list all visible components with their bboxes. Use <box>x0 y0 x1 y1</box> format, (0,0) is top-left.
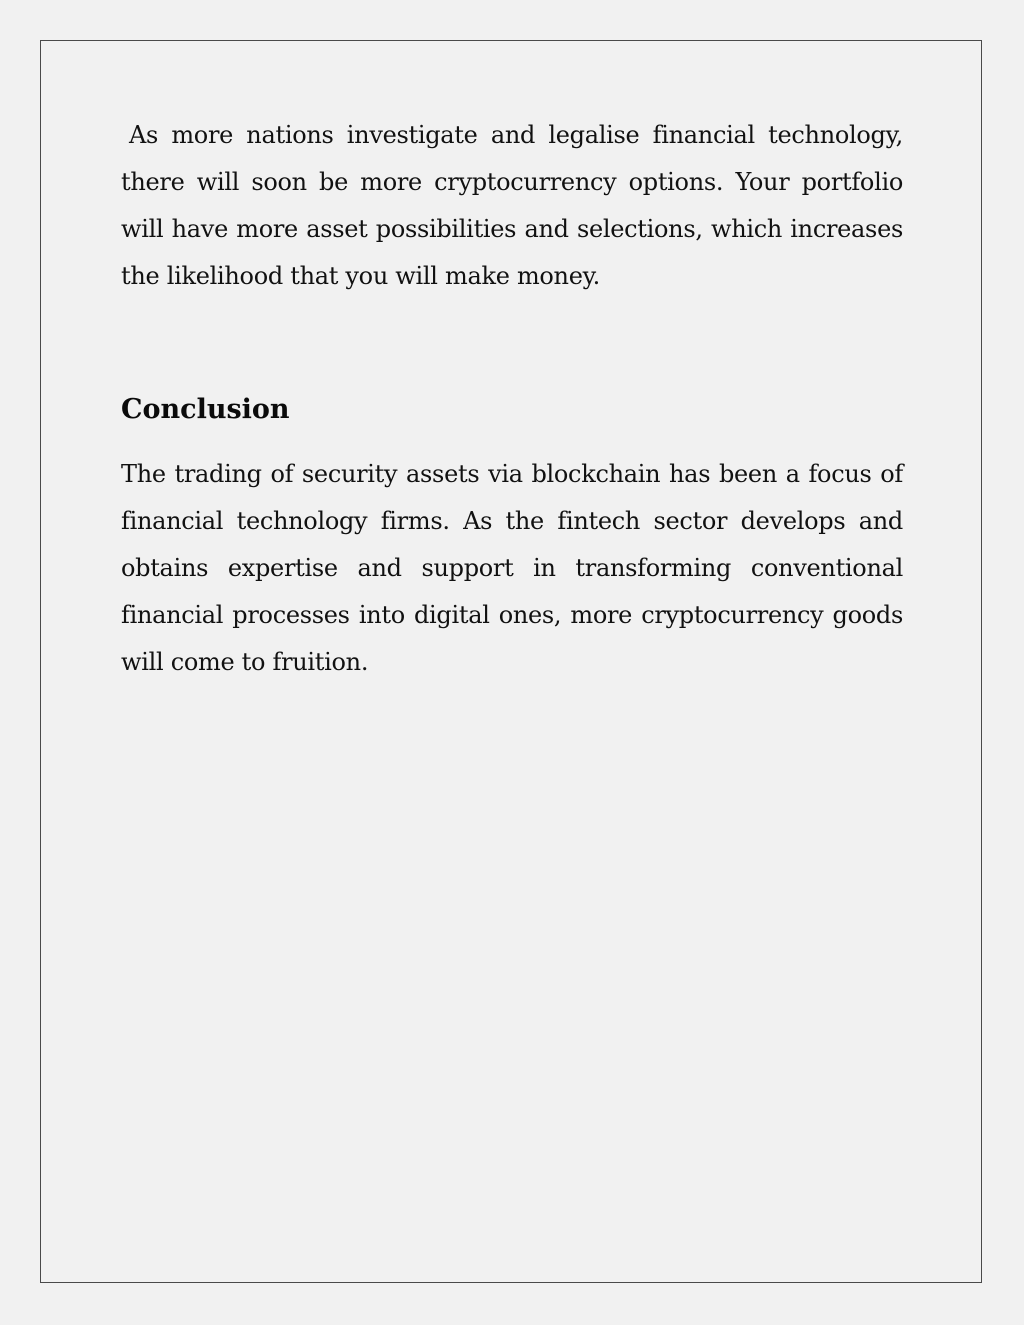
intro-paragraph: As more nations investigate and legalise financial technology, there will soon be more cryptocurrency options. Your portfolio will have more asset possibilities and selections, which increases the likelihood that you will make money. <box>121 121 903 290</box>
conclusion-heading: Conclusion <box>121 394 290 425</box>
conclusion-paragraph: The trading of security assets via blockchain has been a focus of financial technology firms. As the fintech sector develops and obtains expertise and support in transforming conventional financial processes into digital ones, more cryptocurrency goods will come to fruition. <box>121 460 903 676</box>
document-content <box>121 112 903 686</box>
